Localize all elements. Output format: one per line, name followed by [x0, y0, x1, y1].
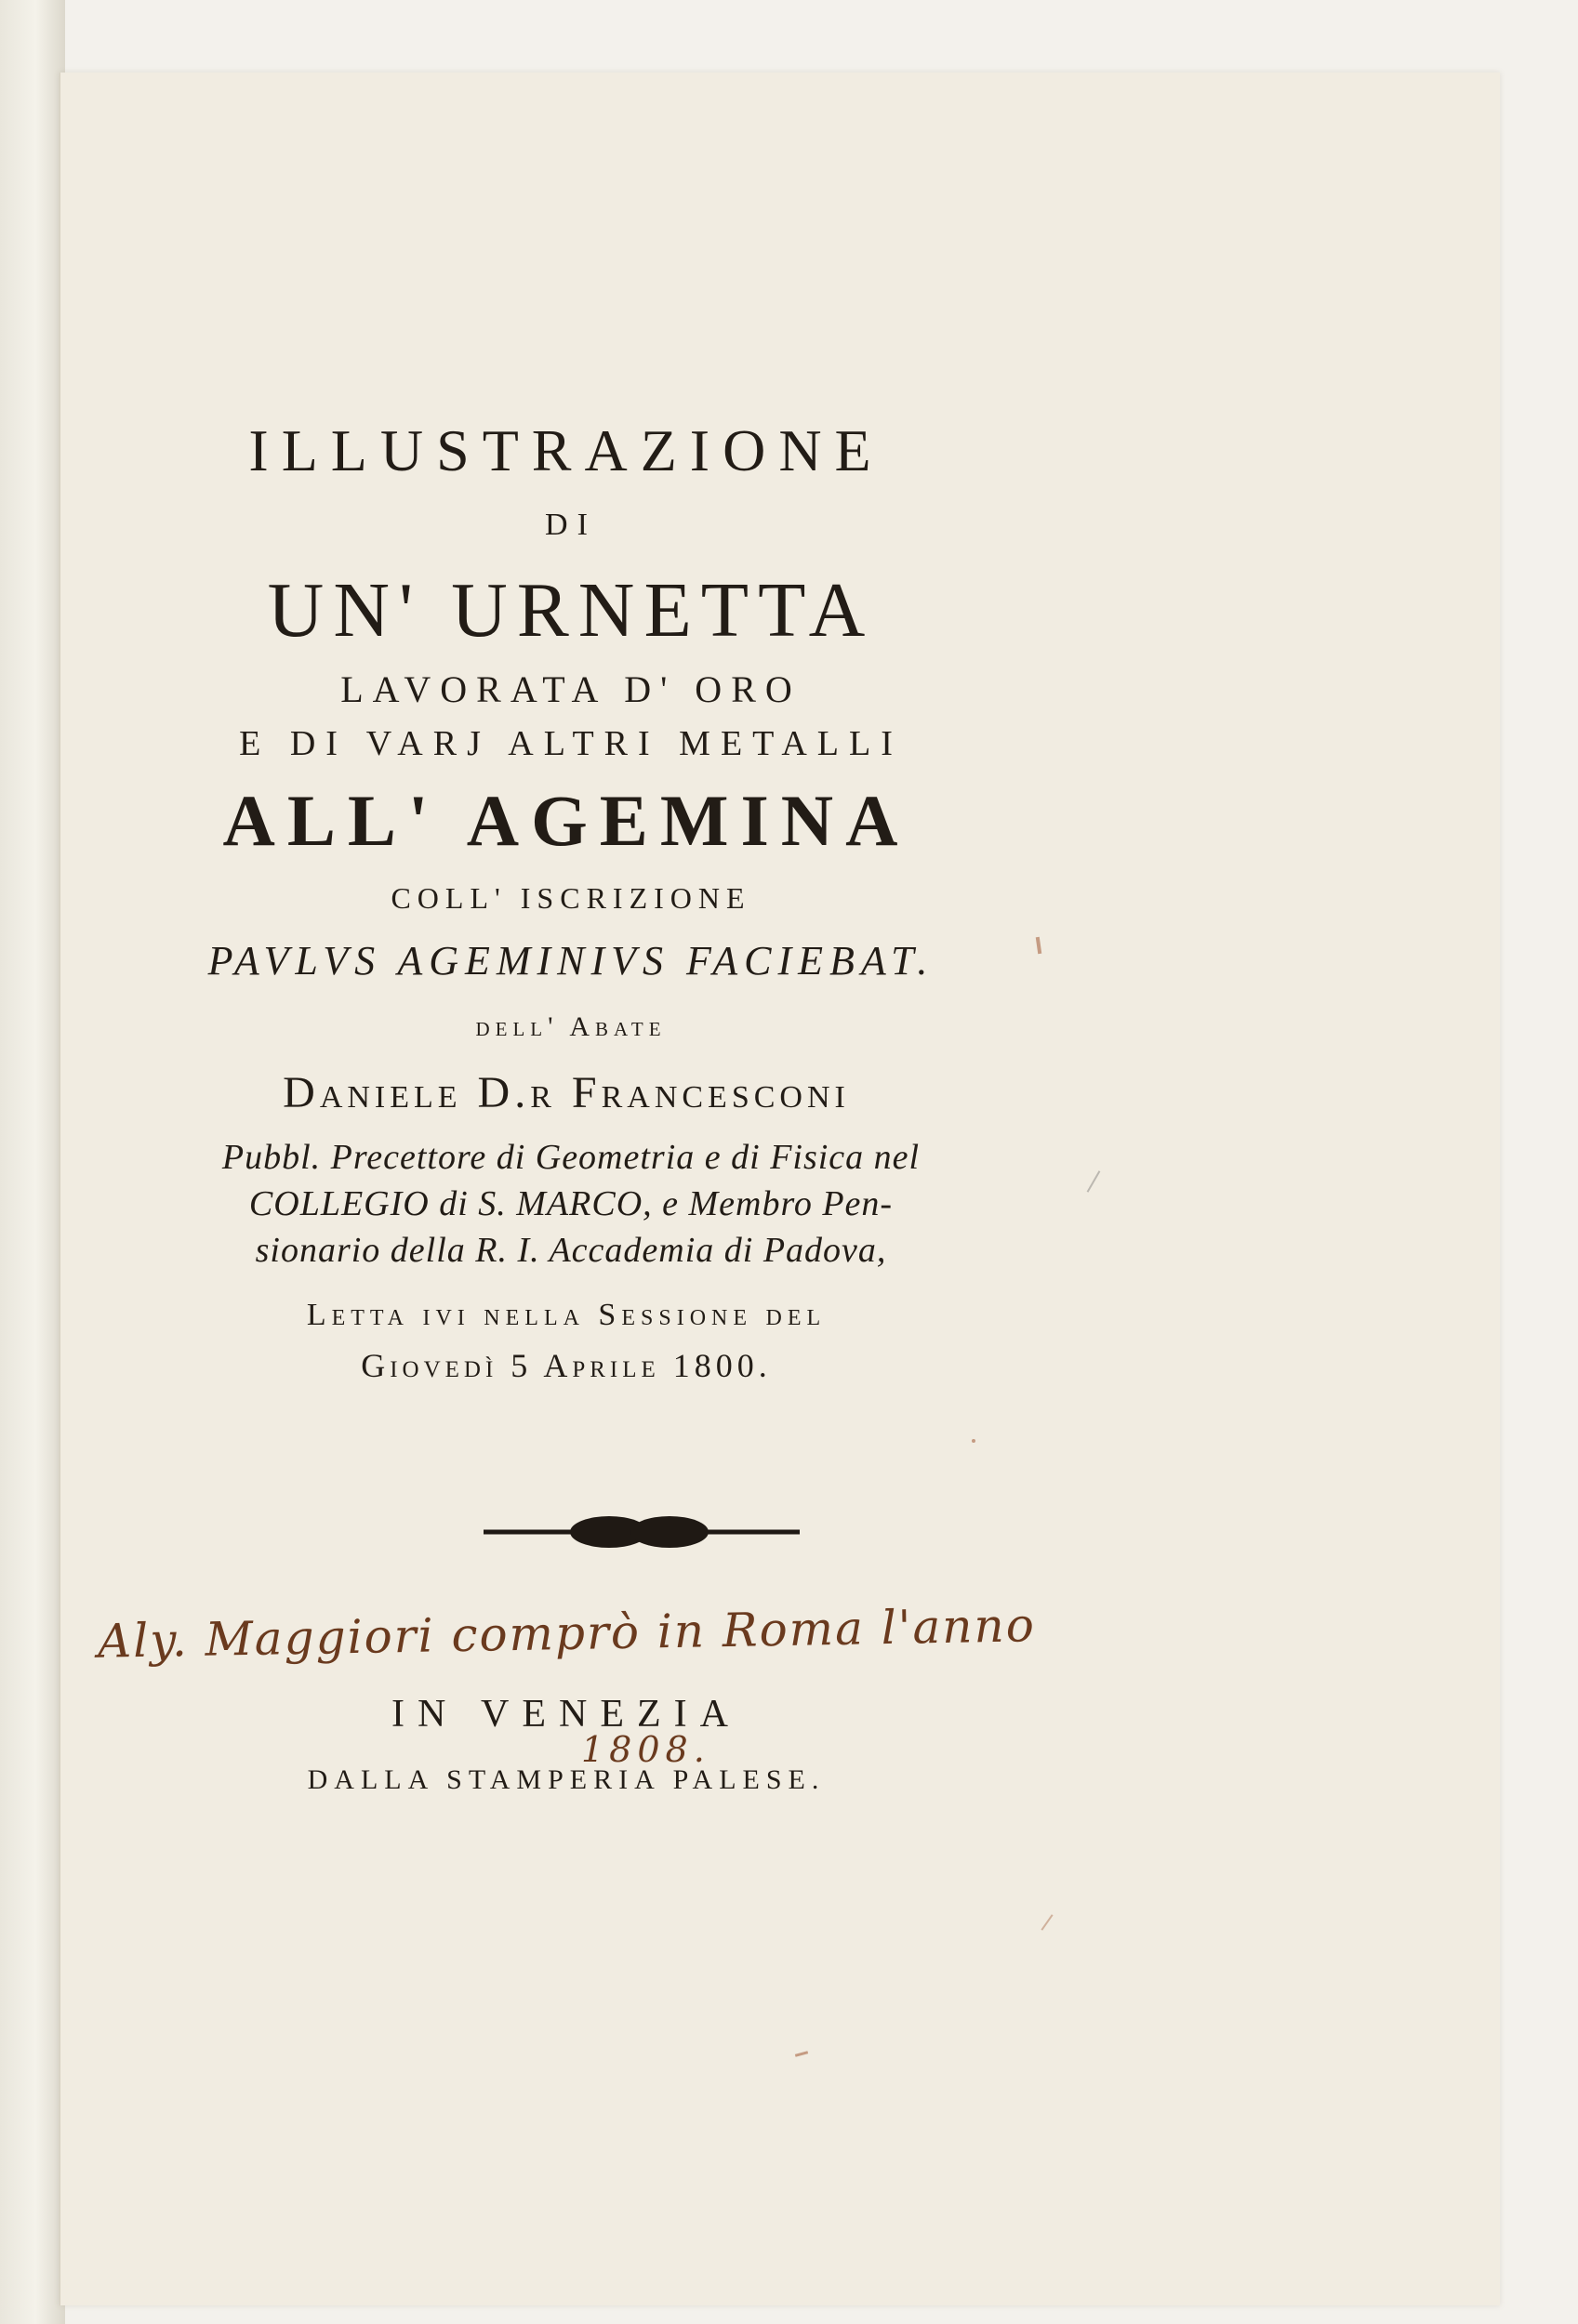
subtitle-metalli: E DI VARJ ALTRI METALLI [239, 724, 903, 763]
subject-title: UN' URNETTA [267, 567, 875, 654]
handwritten-ownership-note: Aly. Maggiori comprò in Roma l'anno [97, 1598, 1037, 1669]
subtitle-iscrizione: COLL' ISCRIZIONE [391, 881, 751, 915]
author-role-line-1: Pubbl. Precettore di Geometria e di Fisica nel [221, 1138, 921, 1177]
left-page-edge [0, 0, 65, 2324]
handwritten-year: 1808. [581, 1729, 710, 1770]
read-line-2: Giovedì 5 Aprile 1800. [361, 1347, 772, 1384]
paper-speck [972, 1439, 975, 1443]
author-name: Daniele D.r Francesconi [283, 1068, 850, 1117]
title: ILLUSTRAZIONE [248, 417, 884, 483]
imprint-printer: DALLA STAMPERIA PALESE. [307, 1764, 826, 1795]
author-role-line-3: sionario della R. I. Accademia di Padova, [255, 1231, 887, 1270]
paper-speck [1041, 1914, 1053, 1931]
paper-speck [1036, 937, 1041, 954]
inscription-text: PAVLVS AGEMINIVS FACIEBAT. [207, 938, 935, 984]
author-role-line-2: COLLEGIO di S. MARCO, e Membro Pen- [248, 1184, 894, 1223]
title-page [60, 73, 1500, 2305]
title-di: DI [545, 508, 597, 542]
subtitle-agemina: ALL' AGEMINA [222, 780, 910, 861]
subtitle-lavorata: LAVORATA D' ORO [340, 668, 802, 710]
paper-speck [795, 2051, 808, 2057]
ornament-rule [484, 1504, 800, 1560]
paper-speck [1087, 1170, 1101, 1193]
read-line-1: Letta ivi nella Sessione del [306, 1298, 827, 1332]
abate-line: dell' Abate [475, 1011, 667, 1042]
imprint-place: IN VENEZIA [391, 1693, 741, 1736]
